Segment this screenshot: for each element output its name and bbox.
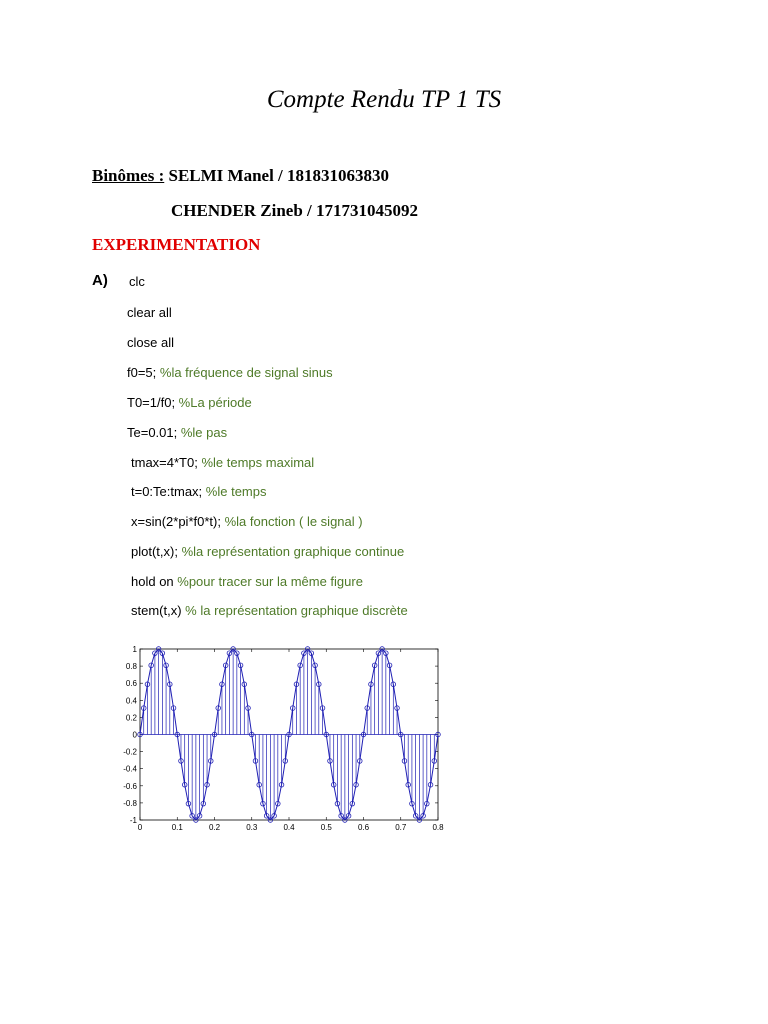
- code-line: Te=0.01; %le pas: [127, 425, 228, 440]
- code-line: plot(t,x); %la représentation graphique continue: [131, 544, 405, 559]
- x-tick-label: 0.2: [208, 823, 221, 832]
- binomes-line: [92, 166, 389, 186]
- signal-plot: [118, 636, 450, 836]
- y-tick-label: -0.6: [123, 781, 137, 791]
- y-tick-label: -0.4: [123, 764, 137, 774]
- y-tick-label: 0.2: [125, 713, 137, 723]
- x-tick-label: 0.6: [357, 823, 370, 832]
- code-line: tmax=4*T0; %le temps maximal: [131, 455, 315, 470]
- member-1: SELMI Manel / 181831063830: [168, 166, 390, 185]
- code-line: hold on %pour tracer sur la même figure: [131, 574, 363, 589]
- y-tick-label: -1: [129, 816, 137, 825]
- y-tick-label: 1: [132, 645, 137, 654]
- x-tick-label: 0.4: [283, 823, 295, 832]
- code-line: stem(t,x) % la représentation graphique discrète: [131, 603, 408, 618]
- binomes-label: Binômes :: [92, 166, 165, 185]
- section-heading: EXPERIMENTATION: [92, 235, 261, 254]
- x-tick-label: 0.5: [320, 823, 332, 832]
- y-tick-label: -0.2: [123, 747, 137, 757]
- x-tick-label: 0.1: [171, 823, 183, 832]
- code-line: clc: [129, 274, 145, 289]
- code-line: close all: [127, 335, 174, 350]
- code-line: T0=1/f0; %La période: [127, 395, 252, 410]
- page-title: Compte Rendu TP 1 TS: [266, 86, 502, 113]
- y-tick-label: 0: [132, 730, 137, 740]
- member-2: CHENDER Zineb / 171731045092: [171, 201, 418, 220]
- code-line: f0=5; %la fréquence de signal sinus: [127, 365, 333, 380]
- x-tick-label: 0.3: [246, 823, 258, 832]
- code-line: x=sin(2*pi*f0*t); %la fonction ( le signal ): [131, 514, 363, 529]
- y-tick-label: 0.8: [125, 662, 137, 672]
- code-line: t=0:Te:tmax; %le temps: [131, 484, 267, 499]
- x-tick-label: 0.7: [395, 823, 407, 832]
- code-line: clear all: [127, 305, 172, 320]
- y-tick-label: -0.8: [123, 798, 137, 808]
- y-tick-label: 0.6: [125, 679, 137, 689]
- y-tick-label: 0.4: [125, 696, 137, 706]
- x-tick-label: 0: [137, 823, 143, 832]
- x-tick-label: 0.8: [432, 823, 444, 832]
- part-label: A): [92, 272, 108, 289]
